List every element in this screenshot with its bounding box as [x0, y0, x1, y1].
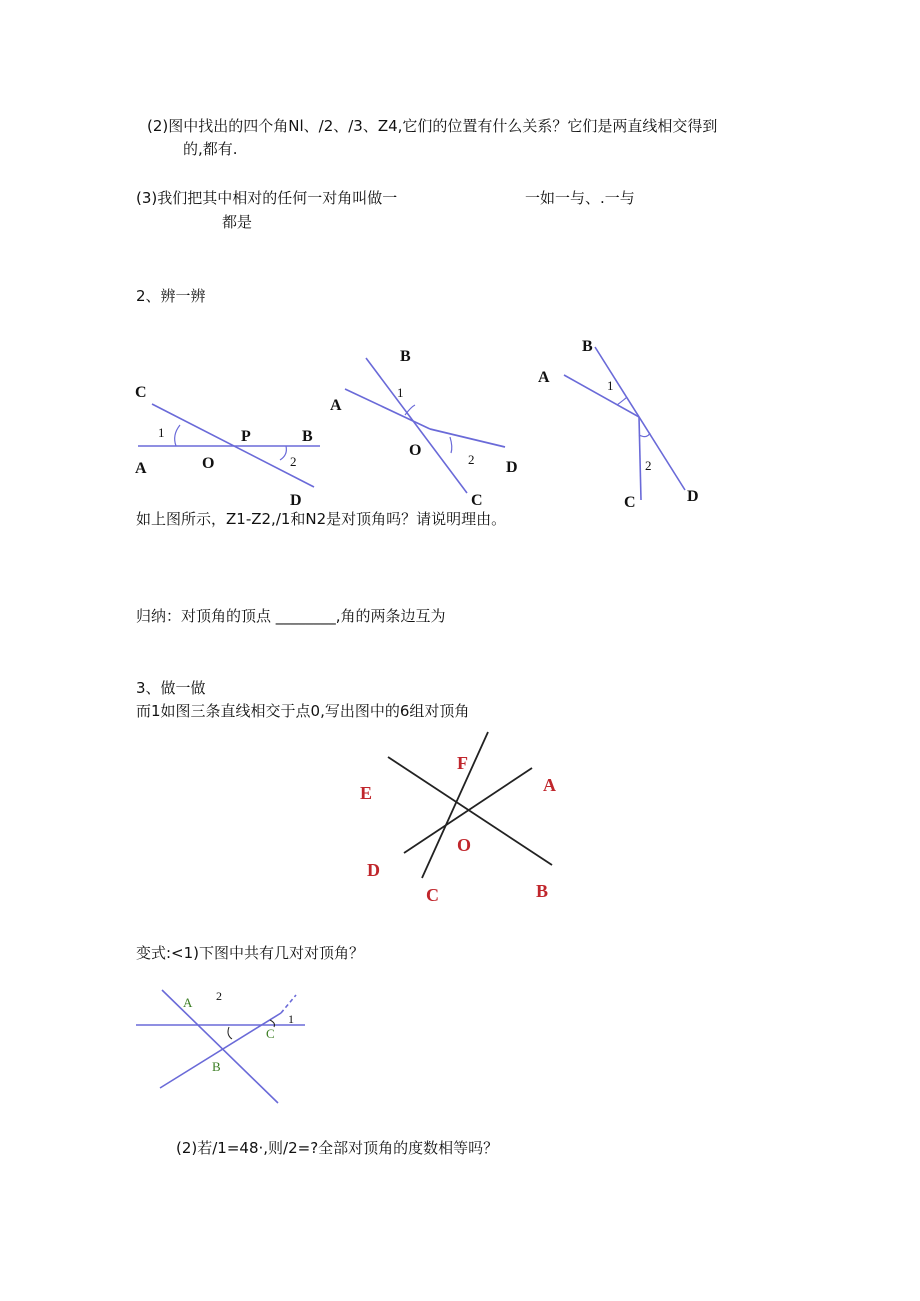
fig5-label-a: A: [183, 995, 193, 1010]
fig5-label-1: 1: [288, 1012, 294, 1026]
fig4-label-d: D: [367, 860, 380, 880]
fig2-label-o: O: [409, 442, 422, 459]
fig5-line-descending: [162, 990, 278, 1103]
q3-line1b: 一如一与、.一与: [525, 189, 635, 207]
section3-title: 3、做一做: [136, 679, 206, 697]
fig2-angle-1-arc: [405, 405, 415, 415]
section2-summary: 归纳：对顶角的顶点 ________,角的两条边互为: [136, 607, 446, 625]
fig2-label-b: B: [400, 348, 411, 365]
fig3-label-2: 2: [645, 458, 652, 473]
fig1-label-b: B: [302, 428, 313, 445]
fig3-line-ao: [564, 375, 639, 417]
figure-2: [325, 343, 535, 513]
variant-q1: 变式:<1)下图中共有几对对顶角？: [136, 944, 365, 962]
q3-line2: 都是: [222, 213, 253, 231]
fig2-label-d: D: [506, 459, 518, 476]
fig1-label-o: O: [202, 455, 215, 472]
fig3-angle-1-arc: [617, 397, 627, 405]
fig4-label-a: A: [543, 775, 556, 795]
fig2-label-c: C: [471, 492, 483, 509]
fig5-label-b: B: [212, 1059, 221, 1074]
fig3-label-b: B: [582, 338, 593, 355]
fig2-label-a: A: [330, 397, 342, 414]
fig2-label-2: 2: [468, 452, 475, 467]
fig2-line-ao: [345, 389, 430, 429]
q2-line2: 的,都有.: [183, 140, 238, 158]
section2-title: 2、辨一辨: [136, 287, 206, 305]
figure-5: [133, 985, 313, 1110]
fig1-label-d: D: [290, 492, 302, 509]
fig5-label-c: C: [266, 1026, 275, 1041]
fig4-label-o: O: [457, 835, 472, 855]
fig2-label-1: 1: [397, 385, 404, 400]
section3-task: 而1如图三条直线相交于点0,写出图中的6组对顶角: [136, 702, 470, 720]
fig4-line-fc: [422, 732, 488, 878]
figure-3: [535, 335, 715, 515]
fig3-angle-2-arc: [639, 433, 650, 437]
fig5-label-2: 2: [216, 989, 222, 1003]
variant-q2: (2)若/1=48·,则/2=?全部对顶角的度数相等吗？: [176, 1139, 499, 1157]
fig4-label-e: E: [360, 783, 373, 803]
fig2-angle-2-arc: [450, 437, 452, 453]
fig2-line-od: [430, 429, 505, 447]
fig1-label-c: C: [135, 384, 147, 401]
fig3-label-d: D: [687, 488, 699, 505]
fig1-label-a: A: [135, 460, 147, 477]
fig1-label-1: 1: [158, 425, 165, 440]
section2-question: 如上图所示，Z1-Z2,/1和N2是对顶角吗？请说明理由。: [136, 510, 507, 528]
q2-line1: (2)图中找出的四个角Nl、/2、/3、Z4,它们的位置有什么关系？它们是两直线相交得到: [147, 117, 718, 135]
fig5-angle-2-arc: [228, 1027, 232, 1039]
fig1-label-p: P: [241, 428, 251, 445]
fig4-label-c: C: [426, 885, 439, 905]
figure-1: [130, 375, 330, 510]
fig1-angle-2-arc: [280, 446, 286, 460]
fig2-line-bc: [366, 358, 467, 493]
fig1-label-2: 2: [290, 454, 297, 469]
figure-4: [355, 730, 570, 910]
fig1-angle-1-arc: [175, 425, 180, 446]
fig3-line-oc: [639, 417, 641, 500]
fig4-label-b: B: [536, 881, 549, 901]
q3-line1a: (3)我们把其中相对的任何一对角叫做一: [136, 189, 398, 207]
fig3-label-a: A: [538, 369, 550, 386]
fig3-label-1: 1: [607, 378, 614, 393]
fig5-line-dashed: [281, 995, 296, 1013]
fig3-label-c: C: [624, 494, 636, 511]
fig4-label-f: F: [457, 753, 468, 773]
